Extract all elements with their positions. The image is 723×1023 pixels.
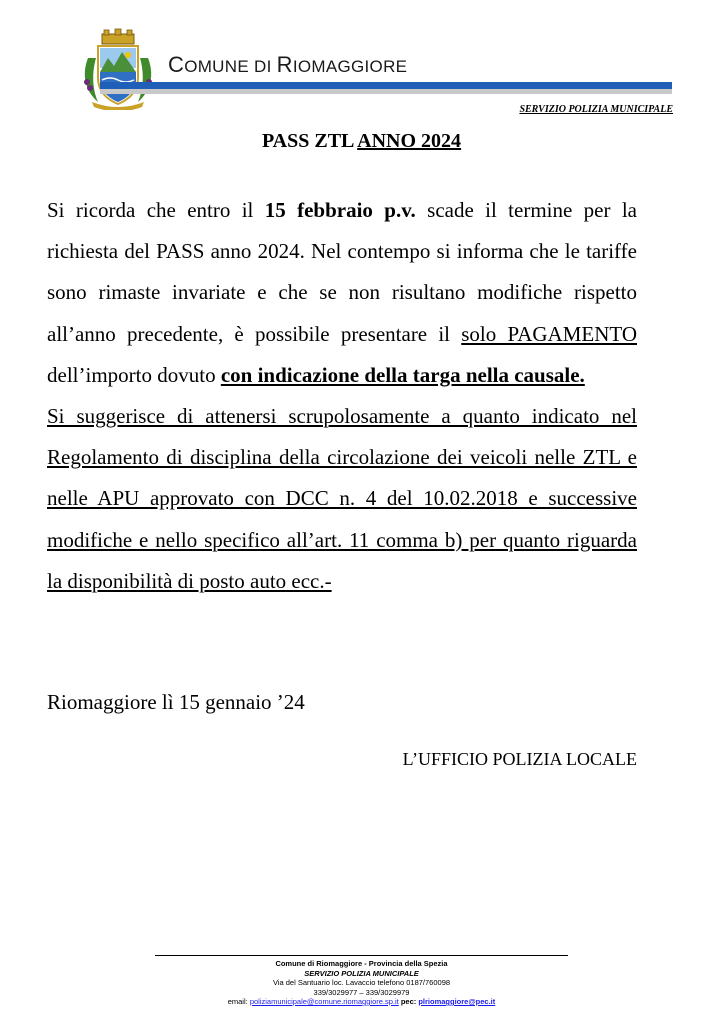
title-part-1: PASS ZTL [261,130,358,152]
body-text-3: scade il termine per la richiesta del PASS anno 2024. Nel contempo si informa che le tariffe sono rimaste invariate e che se non risultano modifiche rispetto all’anno precedente, è possibile presentare il [47,198,637,346]
footer-line-2: SERVIZIO POLIZIA MUNICIPALE [304,968,419,978]
place-date: Riomaggiore lì 15 gennaio ’24 [47,690,305,714]
footer [0,959,723,1007]
municipality-rest-2: IOMAGGIORE [292,57,408,76]
municipality-rest-1: OMUNE DI [184,57,277,76]
municipality-name [168,52,407,78]
footer-contacts [0,997,723,1007]
document-title [0,130,723,153]
title-part-2: ANNO 2024 [357,130,462,152]
municipal-crest-logo [78,28,158,110]
municipality-initial-r: R [276,52,293,77]
footer-rule [155,955,568,956]
office-signature: L’UFFICIO POLIZIA LOCALE [402,749,637,769]
body-text-5: dell’importo dovuto [47,362,221,387]
body-text-1: Si ricorda che entro il [47,198,265,222]
regulation-paragraph: Si suggerisce di attenersi scrupolosamente a quanto indicato nel Regolamento di disciplina della circolazione dei veicoli nelle ZTL e nelle APU approvato con DCC n. 4 del 10.02.2018 e successive modifiche e nello specifico all’art. 11 comma b) per quanto riguarda la disponibilità di posto auto ecc.- [47,404,637,593]
pec-label: pec: [398,997,419,1006]
header-blue-rule [100,82,672,89]
plate-reference-text: con indicazione della targa nella causale. [220,362,585,387]
notice-body [47,190,637,602]
pec-link[interactable]: plriomaggiore@pec.it [418,997,496,1006]
payment-only-text: solo PAGAMENTO [461,321,637,346]
municipality-initial-c: C [168,52,185,77]
email-link[interactable]: poliziamunicipale@comune.riomaggiore.sp.it [249,997,399,1006]
email-label: email: [227,997,250,1006]
footer-line-3: Via del Santuario loc. Lavaccio telefono 0187/760098 [272,978,451,987]
footer-line-4: 339/3029977 – 339/3029979 [313,987,410,997]
deadline-date: 15 febbraio p.v. [264,198,416,222]
service-label: SERVIZIO POLIZIA MUNICIPALE [519,104,673,115]
header-grey-rule [100,89,672,94]
footer-line-1: Comune di Riomaggiore - Provincia della Spezia [275,959,448,968]
